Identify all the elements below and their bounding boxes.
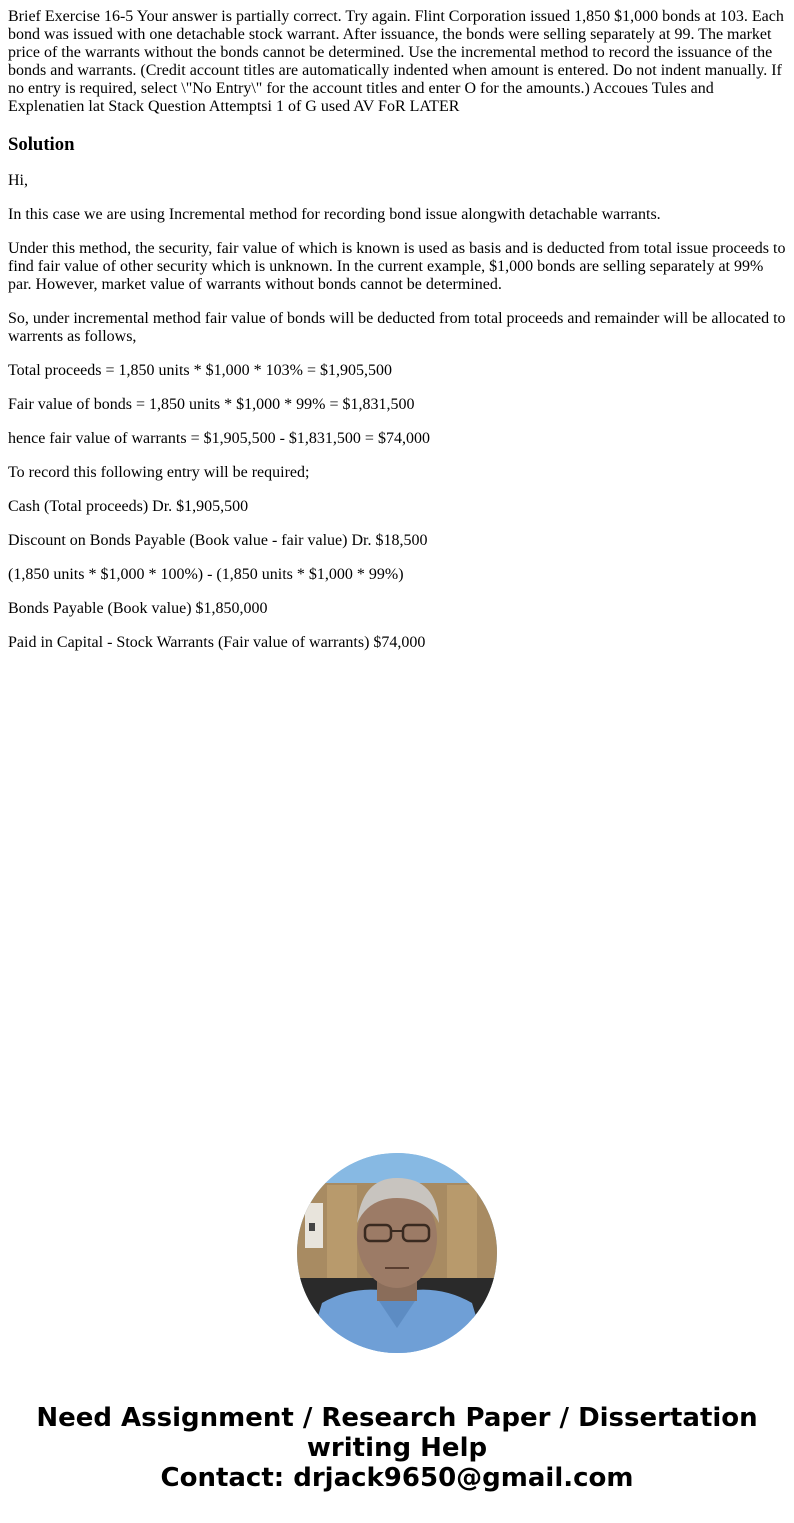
promo-contact: Contact: drjack9650@gmail.com — [160, 1463, 634, 1493]
entry-discount: Discount on Bonds Payable (Book value - fair value) Dr. $18,500 — [8, 532, 428, 549]
calc-fair-value-bonds: Fair value of bonds = 1,850 units * $1,000 * 99% = $1,831,500 — [8, 396, 415, 413]
author-photo-icon — [297, 1153, 497, 1353]
solution-heading: Solution — [8, 134, 75, 155]
calc-total-proceeds: Total proceeds = 1,850 units * $1,000 * 103% = $1,905,500 — [8, 362, 392, 379]
document-body — [0, 0, 794, 652]
author-avatar — [297, 1153, 497, 1353]
solution-greeting: Hi, — [8, 172, 28, 189]
entry-cash: Cash (Total proceeds) Dr. $1,905,500 — [8, 498, 249, 515]
entry-paid-in-capital: Paid in Capital - Stock Warrants (Fair value of warrants) $74,000 — [8, 634, 426, 651]
solution-intro: In this case we are using Incremental method for recording bond issue alongwith detachable warrants. — [8, 206, 661, 223]
solution-method-explanation: Under this method, the security, fair value of which is known is used as basis and is deducted from total issue proceeds to find fair value of other security which is unknown. In the current example, $1,000 bonds are selling separately at 99% par. However, market value of warrants without bonds cannot be determined. — [8, 240, 786, 293]
entry-bonds-payable: Bonds Payable (Book value) $1,850,000 — [8, 600, 268, 617]
calc-fair-value-warrants: hence fair value of warrants = $1,905,500 - $1,831,500 = $74,000 — [8, 430, 430, 447]
entry-discount-calc: (1,850 units * $1,000 * 100%) - (1,850 units * $1,000 * 99%) — [8, 566, 404, 583]
entry-intro: To record this following entry will be required; — [8, 464, 310, 481]
question-text: Brief Exercise 16-5 Your answer is partially correct. Try again. Flint Corporation issued 1,850 $1,000 bonds at 103. Each bond was issued with one detachable stock warrant. After issuance, the bonds were selling separately at 99. The market price of the warrants without the bonds cannot be determined. Use the incremental method to record the issuance of the bonds and warrants. (Credit account titles are automatically indented when amount is entered. Do not indent manually. If no entry is required, select \"No Entry\" for the account titles and enter O for the amounts.) Accoues Tules and Explenatien lat Stack Question Attemptsi 1 of G used AV FoR LATER — [8, 8, 784, 115]
promo-line-2: writing Help — [306, 1433, 488, 1463]
promo-banner — [0, 1403, 794, 1493]
promo-line-1: Need Assignment / Research Paper / Dissertation — [36, 1403, 758, 1433]
solution-allocation-note: So, under incremental method fair value of bonds will be deducted from total proceeds and remainder will be allocated to warrents as follows, — [8, 310, 786, 345]
